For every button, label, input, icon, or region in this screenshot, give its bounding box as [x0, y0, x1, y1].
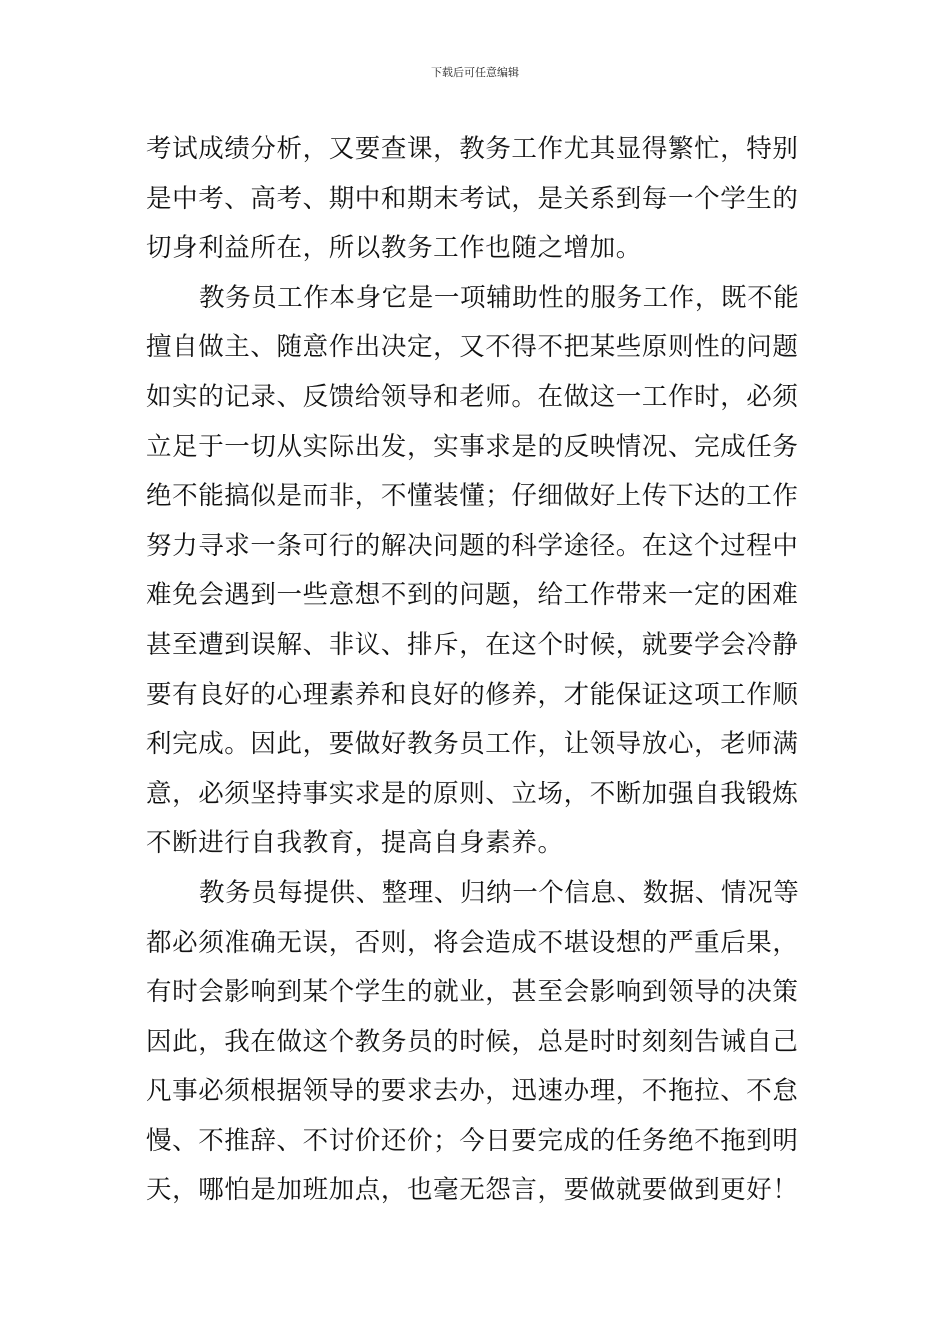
- text-line: 凡事必须根据领导的要求去办，迅速办理，不拖拉、不怠: [146, 1076, 799, 1107]
- text-line: 绝不能搞似是而非，不懂装懂；仔细做好上传下达的工作: [146, 481, 799, 512]
- document-body: [146, 125, 810, 1216]
- text-line: 不断进行自我教育，提高自身素养。: [146, 828, 564, 859]
- page-header: 下载后可任意编辑: [431, 66, 519, 79]
- text-line: 意，必须坚持事实求是的原则、立场，不断加强自我锻炼: [146, 778, 799, 809]
- text-line: 利完成。因此，要做好教务员工作，让领导放心，老师满: [146, 729, 799, 760]
- text-line: 努力寻求一条可行的解决问题的科学途径。在这个过程中: [146, 530, 799, 561]
- text-line: 都必须准确无误，否则，将会造成不堪设想的严重后果，: [146, 927, 799, 958]
- paragraph-first-line: 教务员每提供、整理、归纳一个信息、数据、情况等: [199, 877, 800, 908]
- text-line: 是中考、高考、期中和期末考试，是关系到每一个学生的: [146, 183, 799, 214]
- text-line: 难免会遇到一些意想不到的问题，给工作带来一定的困难: [146, 580, 799, 611]
- text-line: 有时会影响到某个学生的就业，甚至会影响到领导的决策: [146, 977, 799, 1008]
- text-line: 立足于一切从实际出发，实事求是的反映情况、完成任务: [146, 431, 799, 462]
- text-line: 如实的记录、反馈给领导和老师。在做这一工作时，必须: [146, 381, 799, 412]
- paragraph-first-line: 教务员工作本身它是一项辅助性的服务工作，既不能: [199, 282, 800, 313]
- text-line: 因此，我在做这个教务员的时候，总是时时刻刻告诫自己: [146, 1026, 799, 1057]
- text-line: 天，哪怕是加班加点，也毫无怨言，要做就要做到更好！: [146, 1175, 799, 1206]
- text-line: 要有良好的心理素养和良好的修养，才能保证这项工作顺: [146, 679, 799, 710]
- text-line: 擅自做主、随意作出决定，又不得不把某些原则性的问题: [146, 332, 799, 363]
- text-line: 慢、不推辞、不讨价还价；今日要完成的任务绝不拖到明: [146, 1125, 799, 1156]
- text-line: 切身利益所在，所以教务工作也随之增加。: [146, 233, 642, 264]
- text-line: 考试成绩分析，又要查课，教务工作尤其显得繁忙，特别: [146, 134, 799, 164]
- text-line: 甚至遭到误解、非议、排斥，在这个时候，就要学会冷静: [146, 629, 799, 660]
